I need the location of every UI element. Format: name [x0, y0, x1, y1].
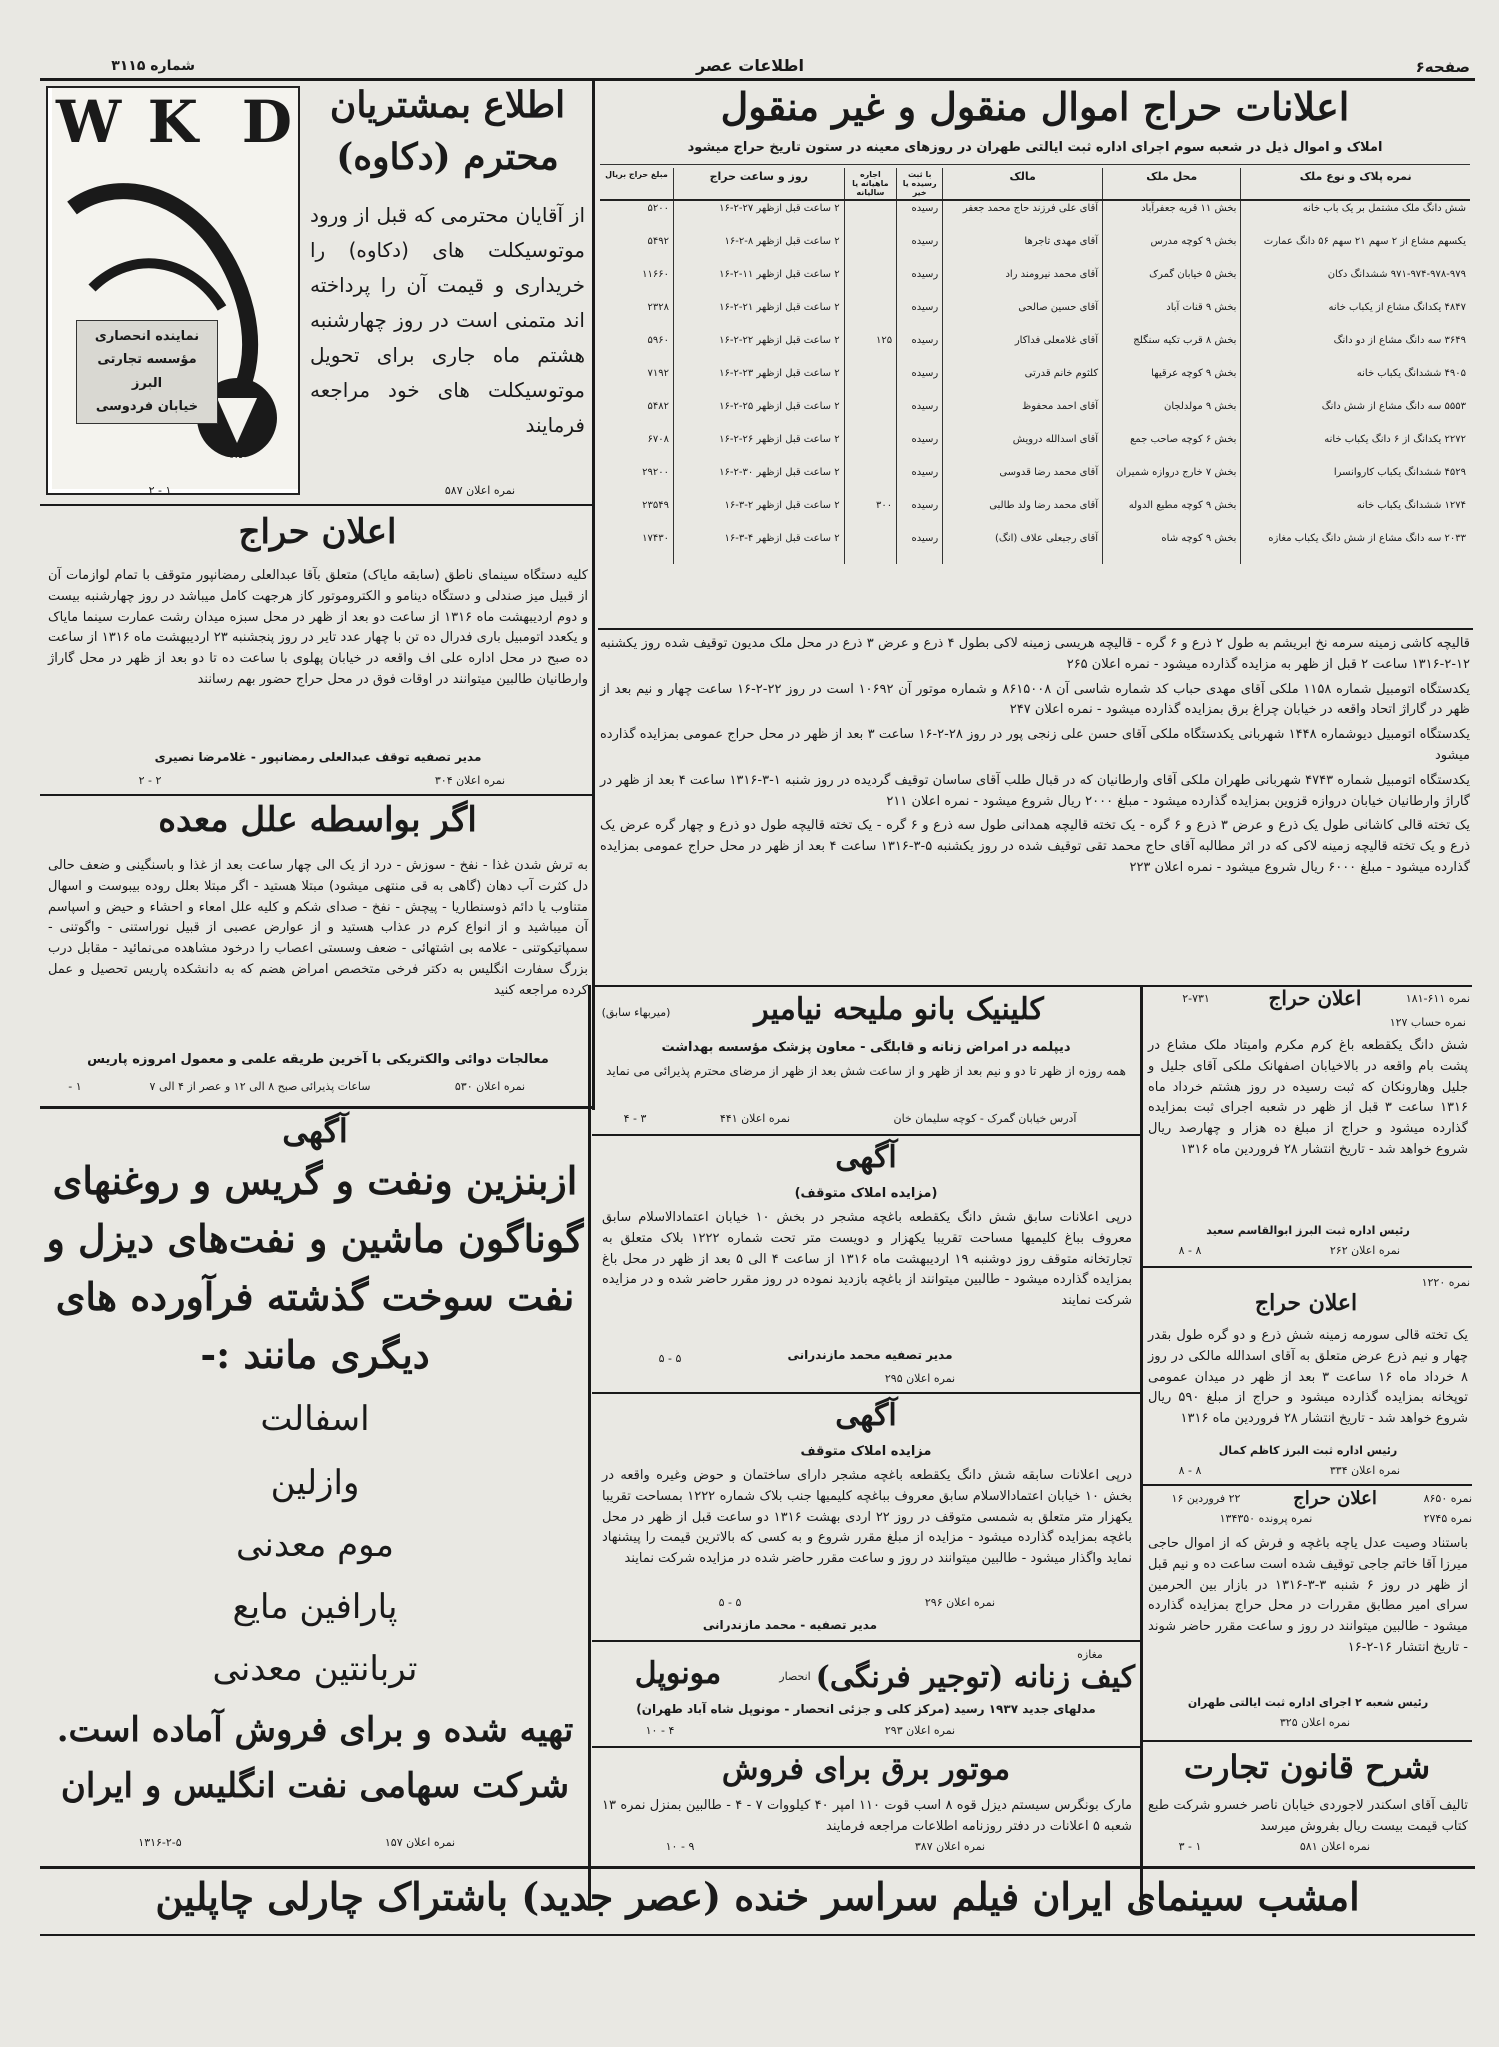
clinic-address: آدرس خیابان گمرک - کوچه سلیمان خان	[893, 1112, 1077, 1125]
auction-note: قالیچه کاشی زمینه سرمه نخ ابریشم به طول ۲ ذرع و ۶ گره - قالیچه هریسی زمینه لاکی بطول ۴ ذرع و عرض ۳ ذرع در محل ملک مدیون توقیف شده روز یکشنبه ۱۲-۲-۱۳۱۶ ساعت ۲ قبل از ظهر به مزایده گذارده میشود - نمره اعلان ۲۶۵	[600, 636, 1470, 672]
cell-owner: آقای محمد رضا قدوسی	[943, 465, 1103, 498]
cell-owner: آقای علی فرزند حاج محمد جعفر	[943, 200, 1103, 234]
cell-price: ۵۲۰۰	[647, 203, 670, 214]
rule-clinic-bottom	[592, 1134, 1140, 1136]
oil-date: ۱۳۱۶-۲-۵	[138, 1836, 182, 1849]
cell-price: ۵۹۶۰	[647, 335, 670, 346]
cell-plate: ۴۵۲۹ ششدانگ یکباب کاروانسرا	[1241, 465, 1470, 498]
cell-registered: رسیده	[897, 333, 943, 366]
auction1-ad-number: نمره اعلان ۲۶۲	[1329, 1244, 1401, 1257]
cell-date: ۲ ساعت قبل ازظهر ۱۱-۲-۱۶	[674, 267, 845, 300]
cell-rent	[844, 465, 897, 498]
cell-date: ۲ ساعت قبل ازظهر ۸-۲-۱۶	[674, 234, 845, 267]
cell-plate: ۲۲۷۲ یکدانگ از ۶ دانگ یکباب خانه	[1241, 432, 1470, 465]
paper-name: اطلاعات عصر	[696, 56, 804, 75]
dealer-line: خیابان فردوسی	[95, 399, 199, 415]
dkw-letter-w: W	[56, 88, 122, 156]
cell-owner: آقای اسدالله درویش	[943, 432, 1103, 465]
cell-plate: یکسهم مشاع از ۲ سهم ۲۱ سهم ۵۶ دانگ عمارت	[1241, 234, 1470, 267]
cinema-auction-signature: مدیر تصفیه توقف عبدالعلی رمضانپور - غلامرضا نصیری	[154, 750, 482, 764]
table-row	[600, 399, 1470, 432]
cinema-auction-serial: ۲ - ۲	[138, 774, 162, 787]
cell-owner: آقای محمد نیرومند راد	[943, 267, 1103, 300]
col-header-registered: با ثبت رسیده یا خیر	[897, 168, 943, 200]
cell-location: بخش ۵ خیابان گمرک	[1103, 267, 1241, 300]
page-number: صفحه۶	[1415, 58, 1470, 76]
notice2-body: درپی اعلانات سابقه شش دانگ یکقطعه باغچه مشجر دارای ساختمان و حوض وغیره واقعه در بخش ۱۰ خیابان اعتمادالاسلام سابق معروف بباغچه کلیمیها جنب بلاک شماره ۱۲۲۲ بمساحت تقریبا یکهزار متر متعلق به شمسی متوقف در روز ۲۲ اردی بهشت ۱۳۱۶ دو ساعت قبل از ظهر در محل باغچه بمزایده گذارده میشود - مزایده از مبلغ مقرر شروع و به کسی که بالاترین قیمت را پیشنهاد نماید واگذار میشود - طالبین میتوانند در روز و ساعت مقرر حاضر شده در مزایده شرکت نمایند	[602, 1468, 1132, 1567]
auction-note: یکدستگاه اتومبیل شماره ۴۷۴۳ شهربانی طهران ملکی آقای وارطانیان که در قبال طلب آقای ساسان توقیف گردیده در روز شنبه ۱-۳-۱۳۱۶ ساعت ۴ بعد از ظهر در گاراژ وارطانیان خیابان دروازه قزوین بمزایده گذارده میشود - مبلغ ۲۰۰۰ ریال شروع میشود - نمره اعلان ۲۱۱	[600, 772, 1471, 809]
cell-location: بخش ۹ کوچه مطیع الدوله	[1103, 498, 1241, 531]
clinic-ad-number: نمره اعلان ۴۴۱	[719, 1112, 791, 1125]
cell-date: ۲ ساعت قبل ازظهر ۲-۳-۱۶	[674, 498, 845, 531]
bottom-banner: امشب سینمای ایران فیلم سراسر خنده (عصر جدید) باشتراک چارلی چاپلین	[155, 1874, 1360, 1919]
cell-location: بخش ۹ کوچه شاه	[1103, 531, 1241, 564]
auction3-ref: نمره ۸۶۵۰	[1423, 1492, 1472, 1505]
auction1-signature: رئیس اداره ثبت البرز ابوالقاسم سعید	[1206, 1224, 1410, 1237]
dkw-ad-number: نمره اعلان ۵۸۷	[444, 484, 516, 497]
auction-table-bottom-rule	[598, 628, 1473, 630]
cell-rent: ۳۰۰	[844, 498, 897, 531]
cell-plate: ۱۲۷۴ ششدانگ یکباب خانه	[1241, 498, 1470, 531]
cell-owner: آقای غلامعلی فداکار	[943, 333, 1103, 366]
cell-rent	[844, 234, 897, 267]
motor-ad-number: نمره اعلان ۳۸۷	[914, 1840, 986, 1853]
cell-location: بخش ۹ کوچه عرقیها	[1103, 366, 1241, 399]
dkw-dealer-box	[76, 320, 218, 424]
kif-shop-label: مغازه	[1077, 1648, 1103, 1661]
auction-rule	[600, 164, 1470, 165]
auction-title: اعلانات حراج اموال منقول و غیر منقول	[720, 84, 1350, 129]
col-header-plate: نمره پلاک و نوع ملک	[1241, 168, 1470, 200]
cell-rent	[844, 399, 897, 432]
commerce-title: شرح قانون تجارت	[1183, 1748, 1431, 1786]
cell-registered: رسیده	[897, 465, 943, 498]
masthead-rule	[40, 78, 1475, 81]
cell-location: بخش ۹ مولدلجان	[1103, 399, 1241, 432]
cell-price: ۲۳۵۴۹	[642, 500, 670, 511]
stomach-ad-number: نمره اعلان ۵۳۰	[454, 1080, 526, 1093]
cell-location: بخش ۱۱ قریه جعفرآباد	[1103, 200, 1241, 234]
cell-rent	[844, 366, 897, 399]
notice2-signature: مدیر تصفیه - محمد مازندرانی	[702, 1618, 878, 1632]
cell-location: بخش ۹ قنات آباد	[1103, 300, 1241, 333]
table-row	[600, 366, 1470, 399]
motor-body: مارک بونگرس سیستم دیزل قوه ۸ اسب قوت ۱۱۰ امپر ۴۰ کیلووات ۷ - ۴ - طالبین بمنزل نمره ۱۳ شعبه ۵ اعلانات در دفتر روزنامه اطلاعات مراجعه فرمایند	[602, 1798, 1132, 1834]
kif-brand: مونوپل	[634, 1656, 722, 1691]
col-header-price: مبلغ حراج بریال	[600, 168, 674, 200]
issue-number: شماره ۳۱۱۵	[111, 58, 195, 74]
rule-auction1-bottom	[1140, 1266, 1472, 1268]
cell-plate: شش دانگ ملک مشتمل بر یک باب خانه	[1241, 200, 1470, 234]
auction3-title: اعلان حراج	[1293, 1488, 1377, 1509]
cell-registered: رسیده	[897, 267, 943, 300]
cell-rent: ۱۲۵	[844, 333, 897, 366]
table-row	[600, 267, 1470, 300]
auction3-ad-number: نمره اعلان ۳۲۵	[1279, 1716, 1351, 1729]
notice1-body: درپی اعلانات سابق شش دانگ یکقطعه باغچه مشجر در بخش ۱۰ خیابان اعتمادالاسلام سابق معروف بباغ کلیمیها مساحت تقریبا یکهزار و دویست متر تحت شماره ۱۲۲۲ بلاک متعلق به تجارتخانه متوقف روز دوشنبه ۱۹ اردیبهشت ماه ۱۳۱۶ از ساعت ۴ الی ۵ بعد از ظهر در محل باغ بمزایده گذارده میشود - طالبین میتوانند از باغچه بازدید نموده در روز مقرر حاضر شده و در مزایده شرکت نمایند	[602, 1210, 1132, 1309]
table-row	[600, 465, 1470, 498]
oil-line: نفت سوخت گذشته فرآورده های	[55, 1274, 575, 1319]
auction1-ref: نمره ۶۱۱-۱۸۱	[1405, 992, 1470, 1005]
auction2-title: اعلان حراج	[1254, 1290, 1358, 1316]
stomach-hours: ساعات پذیرائی صبح ۸ الی ۱۲ و عصر از ۴ الی ۷	[149, 1080, 371, 1093]
kif-title: کیف زنانه (توجیر فرنگی)	[815, 1660, 1135, 1695]
table-row	[600, 498, 1470, 531]
auction2-body: یک تخته قالی سورمه زمینه شش ذرع و دو گره طول بقدر چهار و نیم ذرع عرض متعلق به آقای اسدالله مالکی در روز ۸ خرداد ماه ۱۶ ساعت ۳ بعد از ظهر در میدان عمومی توپخانه بمزایده گذارده میشود و حراج از مبلغ ۵۹۰ ریال شروع خواهد شد - تاریخ انتشار ۲۸ فروردین ماه ۱۳۱۶	[1148, 1328, 1469, 1427]
notice1-signature: مدیر تصفیه محمد مازندرانی	[787, 1348, 953, 1362]
oil-ad-number: نمره اعلان ۱۵۷	[384, 1836, 456, 1849]
rule-auction3-bottom	[1140, 1740, 1472, 1742]
cell-date: ۲ ساعت قبل ازظهر ۲۳-۲-۱۶	[674, 366, 845, 399]
col-divider-upper	[592, 80, 595, 1110]
cell-location: بخش ۷ خارج دروازه شمیران	[1103, 465, 1241, 498]
cell-location: بخش ۹ کوچه مدرس	[1103, 234, 1241, 267]
cell-plate: ۴۸۴۷ یکدانگ مشاع از یکباب خانه	[1241, 300, 1470, 333]
notice1-ad-number: نمره اعلان ۲۹۵	[884, 1372, 956, 1385]
cell-price: ۷۱۹۲	[647, 368, 670, 379]
rule-notice1-bottom	[592, 1392, 1140, 1394]
rule-auction2-bottom	[1140, 1484, 1472, 1486]
oil-product: وازلین	[270, 1463, 360, 1503]
cell-plate: ۴۹۰۵ ششدانگ یکباب خانه	[1241, 366, 1470, 399]
auction3-ref3: نمره پرونده ۱۳۴۳۵۰	[1219, 1512, 1313, 1525]
notice1-serial: ۵ - ۵	[658, 1352, 682, 1365]
cell-registered: رسیده	[897, 498, 943, 531]
cell-registered: رسیده	[897, 399, 943, 432]
rule-cinema-bottom	[40, 794, 593, 796]
dealer-line: نماینده انحصاری	[94, 329, 200, 344]
auction-subtitle: املاک و اموال ذیل در شعبه سوم اجرای اداره ثبت ایالتی طهران در روزهای معینه در ستون تاریخ حراج میشود	[687, 140, 1383, 155]
auction1-title: اعلان حراج	[1268, 986, 1362, 1010]
auction1-sub: نمره حساب ۱۲۷	[1389, 1016, 1466, 1029]
col-divider-right	[1140, 985, 1143, 1910]
auction3-signature: رئیس شعبه ۲ اجرای اداره ثبت ایالتی طهران	[1187, 1696, 1429, 1709]
cell-price: ۱۱۶۶۰	[642, 269, 670, 280]
rule-dkw-bottom	[40, 504, 593, 506]
cell-price: ۲۹۲۰۰	[642, 467, 670, 478]
cinema-auction-title: اعلان حراج	[238, 512, 397, 552]
notice2-ad-number: نمره اعلان ۲۹۶	[924, 1596, 996, 1609]
notice1-title: آگهی	[835, 1140, 897, 1175]
oil-line: دیگری مانند :-	[200, 1332, 430, 1377]
oil-product: موم معدنی	[236, 1525, 394, 1565]
auction3-date: ۲۲ فروردین ۱۶	[1171, 1492, 1241, 1505]
cell-owner: آقای محمد رضا ولد طالبی	[943, 498, 1103, 531]
table-row	[600, 333, 1470, 366]
auction1-serial: ۸ - ۸	[1178, 1244, 1202, 1257]
commerce-ad-number: نمره اعلان ۵۸۱	[1299, 1840, 1371, 1853]
rule-banner-top	[40, 1866, 1475, 1869]
rule-stomach-bottom	[40, 1106, 593, 1109]
cell-price: ۱۷۴۳۰	[642, 533, 670, 544]
cell-price: ۲۳۲۸	[647, 302, 670, 313]
cell-date: ۲ ساعت قبل ازظهر ۳۰-۲-۱۶	[674, 465, 845, 498]
dealer-line: مؤسسه تجارتی	[97, 352, 197, 368]
oil-product: پارافین مایع	[232, 1587, 398, 1627]
auction-notes	[600, 634, 1470, 879]
cell-registered: رسیده	[897, 531, 943, 564]
col-header-location: محل ملک	[1103, 168, 1241, 200]
notice1-subtitle: (مزایده املاک متوقف)	[794, 1186, 938, 1201]
table-row	[600, 432, 1470, 465]
cell-rent	[844, 432, 897, 465]
oil-product: اسفالت	[260, 1399, 370, 1439]
notice2-serial: ۵ - ۵	[718, 1596, 742, 1609]
cell-date: ۲ ساعت قبل ازظهر ۲۷-۲-۱۶	[674, 200, 845, 234]
cell-rent	[844, 300, 897, 333]
auction3-ref2: نمره ۲۷۴۵	[1423, 1512, 1472, 1525]
dkw-letter-d: D	[241, 88, 292, 156]
motor-serial: ۹ - ۱۰	[665, 1840, 695, 1853]
stomach-serial: ۱ -	[68, 1080, 82, 1093]
cell-date: ۲ ساعت قبل ازظهر ۲۶-۲-۱۶	[674, 432, 845, 465]
clinic-subtitle: دیپلمه در امراض زنانه و قابلگی - معاون پزشک مؤسسه بهداشت	[661, 1040, 1071, 1055]
stomach-body: به ترش شدن غذا - نفخ - سوزش - درد از یک الی چهار ساعت بعد از غذا و باسنگینی و ضعف حالی دل کثرت آب دهان (گاهی به قی منتهی میشود) مبتلا هستید - اگر مبتلا بعلل روده بیبوست و اسهال متناوب یا دائم ذوسنطاریا - پیچش - نفخ - صدای شکم و کلیه علل امعاء و احشاء و حیض و اسپاسم آن میباشید و از انواع کرم در عذاب هستید و از عوارض عصبی از قبیل نوراستنی - واگوتنی - سمپاتیکوتنی - علامه بی اشتهائی - ضعف وسستی اعصاب را درخود مشاهده می‌نمائید - مقابل درب بزرگ سفارت انگلیس به دکتر فرخی متخصص امراض هضم که به دانشکده پاریس تحصیل و عمل کرده مراجعه کنید	[48, 858, 588, 998]
auction-header-row	[600, 168, 1470, 200]
stomach-title: اگر بواسطه علل معده	[158, 800, 477, 840]
cell-location: بخش ۶ کوچه صاحب جمع	[1103, 432, 1241, 465]
cell-plate: ۲۰۳۳ سه دانگ مشاع از شش دانگ یکباب مغازه	[1241, 531, 1470, 564]
cell-price: ۵۴۸۲	[647, 401, 670, 412]
table-row	[600, 531, 1470, 564]
cell-rent	[844, 267, 897, 300]
cell-location: بخش ۸ قرب تکیه سنگلج	[1103, 333, 1241, 366]
cell-date: ۲ ساعت قبل ازظهر ۲۵-۲-۱۶	[674, 399, 845, 432]
oil-closing-1: تهیه شده و برای فروش آماده است.	[56, 1710, 574, 1750]
auction-note: یکدستگاه اتومبیل شماره ۱۱۵۸ ملکی آقای مهدی حباب کد شماره شاسی آن ۸۶۱۵۰۰۸ و شماره موتور آن ۱۰۶۹۲ است در روز ۲۲-۲-۱۶ ساعت چهار و نیم بعد از ظهر در گاراژ اتحاد واقعه در خیابان چراغ برق بمزایده گذارده میشود - نمره اعلان ۲۴۷	[600, 681, 1470, 718]
auction-note: یکدستگاه اتومبیل دیوشماره ۱۴۴۸ شهربانی یکدستگاه ملکی آقای حسن علی زنجی پور در روز ۲۸-۲-۱۶ ساعت ۳ بعد از ظهر در محل حراج عمومی بمزایده گذارده میشود	[600, 727, 1470, 763]
motor-title: موتور برق برای فروش	[721, 1752, 1011, 1787]
cell-owner: آقای مهدی تاجرها	[943, 234, 1103, 267]
oil-product: تربانتین معدنی	[212, 1649, 418, 1689]
cell-date: ۲ ساعت قبل ازظهر ۲۲-۲-۱۶	[674, 333, 845, 366]
cell-rent	[844, 531, 897, 564]
cinema-auction-body: کلیه دستگاه سینمای ناطق (سابقه مایاک) متعلق بآقا عبدالعلی رمضانپور متوقف با تمام لوازمات آن از قبیل میز صندلی و دستگاه دینامو و الکتروموتور کاز هرجهت کامل میباشد در روز چهارشنبه بیست و دوم اردیبهشت ماه ۱۳۱۶ از ساعت دو بعد از ظهر در محل سبزه میدان رشت عمارت سینما مایاک و یکعدد اتومبیل باری فدرال ده تن با چهار عدد تایر در روز پنجشنبه ۲۳ اردیبهشت ماه ۱۳۱۶ از ساعت ده صبح در محل اداره علی اف واقعه در خیابان پهلوی با ساعت ده تا دو بعد از ظهر در محل گاراژ وارطانیان طالبین میتوانند در اوقات فوق در محل حراج حضور بهم رسانند	[48, 568, 589, 687]
dkw-serial: ۱ - ۲	[148, 484, 172, 497]
table-row	[600, 300, 1470, 333]
dkw-title-line1: اطلاع بمشتریان	[329, 84, 566, 126]
oil-closing-2: شرکت سهامی نفت انگلیس و ایران	[60, 1766, 570, 1806]
cell-date: ۲ ساعت قبل ازظهر ۴-۳-۱۶	[674, 531, 845, 564]
clinic-serial: ۳ - ۴	[623, 1112, 647, 1125]
cell-registered: رسیده	[897, 234, 943, 267]
kif-exclusive: انحصار	[779, 1670, 811, 1683]
col-header-rent: اجاره ماهیانه یا سالیانه	[844, 168, 897, 200]
auction2-signature: رئیس اداره ثبت البرز کاظم کمال	[1218, 1444, 1398, 1457]
auction-note: یک تخته قالی کاشانی طول یک ذرع و عرض ۳ ذرع و ۶ گره - یک تخته قالیچه همدانی طول سه ذرع و ۶ گره - یک تخته قالیچه طول دو ذرع و چهار گره عرض یک ذرع و یک تخته قالیچه زمینه لاکی که در اثر مطالبه آقای حاج محمد تقی توقیف شده در روز یکشنبه ۵-۳-۱۳۱۶ ساعت ۴ بعد از ظهر در محل حراج عمومی بمزایده گذارده میشود - مبلغ ۶۰۰۰ ریال شروع میشود - نمره اعلان ۲۲۳	[600, 818, 1471, 875]
table-row	[600, 234, 1470, 267]
dealer-line: البرز	[131, 375, 163, 391]
cell-registered: رسیده	[897, 300, 943, 333]
cell-owner: آقای رجبعلی علاف (انگ)	[943, 531, 1103, 564]
cinema-auction-ad-number: نمره اعلان ۳۰۴	[434, 774, 506, 787]
oil-header: آگهی	[282, 1112, 348, 1150]
oil-line: ازبنزین ونفت و گریس و روغنهای	[52, 1158, 578, 1203]
cell-owner: آقای احمد محفوظ	[943, 399, 1103, 432]
clinic-title: کلینیک بانو ملیحه نیامیر	[754, 992, 1044, 1027]
auction-table	[600, 168, 1470, 564]
cell-owner: آقای حسین صالحی	[943, 300, 1103, 333]
cell-plate: ۵۵۵۳ سه دانگ مشاع از شش دانگ	[1241, 399, 1470, 432]
dkw-title-line2: محترم (دکاوه)	[336, 136, 559, 178]
col-header-owner: مالک	[943, 168, 1103, 200]
rule-kif-bottom	[592, 1746, 1140, 1748]
auction1-date: ۲-۷۳۱	[1182, 992, 1210, 1005]
notice2-title: آگهی	[835, 1398, 897, 1433]
auction2-ad-number: نمره اعلان ۳۳۴	[1329, 1464, 1401, 1477]
auction2-serial: ۸ - ۸	[1178, 1464, 1202, 1477]
kif-sub: مدلهای جدید ۱۹۳۷ رسید (مرکز کلی و جزئی انحصار - مونوپل شاه آباد طهران)	[636, 1702, 1096, 1716]
cell-plate: ۹۷۱-۹۷۴-۹۷۸-۹۷۹ ششدانگ دکان	[1241, 267, 1470, 300]
kif-serial: ۴ - ۱۰	[645, 1724, 675, 1737]
dkw-body: از آقایان محترمی که قبل از ورود موتوسیکلت های (دکاوه) را خریداری و قیمت آن را پرداخته اند متمنی است در روز چهارشنبه هشتم ماه جاری برای تحویل موتوسیکلت های خود مراجعه فرمایند	[310, 203, 585, 437]
rule-notice2-bottom	[592, 1640, 1140, 1642]
cell-date: ۲ ساعت قبل ازظهر ۲۱-۲-۱۶	[674, 300, 845, 333]
cell-owner: کلثوم خانم قدرتی	[943, 366, 1103, 399]
cell-price: ۶۷۰۸	[647, 434, 670, 445]
auction2-ref: نمره ۱۲۲۰	[1421, 1276, 1470, 1289]
rule-banner-bottom	[40, 1934, 1475, 1936]
cell-plate: ۳۶۴۹ سه دانگ مشاع از دو دانگ	[1241, 333, 1470, 366]
cell-registered: رسیده	[897, 200, 943, 234]
table-row	[600, 200, 1470, 234]
col-divider-left	[588, 985, 591, 1910]
dkw-badge-caption: DKW	[215, 456, 251, 471]
stomach-footer: معالجات دوائی والکتریکی با آخرین طریقه علمی و معمول امروزه پاریس	[87, 1052, 549, 1067]
cell-registered: رسیده	[897, 366, 943, 399]
kif-ad-number: نمره اعلان ۲۹۳	[884, 1724, 956, 1737]
oil-line: گوناگون ماشین و نفت‌های دیزل و	[46, 1216, 584, 1261]
commerce-serial: ۱ - ۳	[1178, 1840, 1202, 1853]
cell-rent	[844, 200, 897, 234]
dkw-logo-panel	[46, 86, 300, 495]
clinic-hours: همه روزه از ظهر تا دو و نیم بعد از ظهر و از ساعت شش بعد از ظهر از مرضای محترم پذیرائی می نماید	[606, 1064, 1126, 1078]
auction1-body: شش دانگ یکقطعه باغ کرم مکرم وامیتاد ملک مشاع در پشت بام واقعه در بالاخیابان اصفهانک ملکی آقای جلیل و جلیل وهارونکان که ثبت رسیده در روز هشتم خرداد ماه ۱۳۱۶ ساعت ۳ قبل از ظهر در شعبه اجرای ثبت بمزایده گذارده میشود و حراج از مبلغ ده هزار و چهارصد ریال شروع خواهد شد - تاریخ انتشار ۲۸ فروردین ماه ۱۳۱۶	[1148, 1038, 1469, 1157]
clinic-aside: (میربهاء سابق)	[601, 1006, 671, 1019]
cell-price: ۵۴۹۲	[647, 236, 670, 247]
dkw-letter-k: K	[147, 88, 198, 156]
commerce-body: تالیف آقای اسکندر لاجوردی خیابان ناصر خسرو شرکت طبع کتاب قیمت بیست ریال بفروش میرسد	[1148, 1798, 1468, 1834]
cell-registered: رسیده	[897, 432, 943, 465]
auction3-body: باستناد وصیت عدل یاچه باغچه و فرش که از اموال حاجی میرزا آقا خاتم جاجی توقیف شده است ساعت ده و نیم قبل از ظهر در روز ۶ شنبه ۳-۳-۱۳۱۶ در بازار بین الحرمین سرای امیر مطابق مقررات در محل حراج بمزایده گذارده میشود - طالبین میتوانند در روز و ساعت مقرر حاضر شوند - تاریخ انتشار ۱۶-۲-۱۶	[1148, 1536, 1468, 1655]
notice2-subtitle: مزایده املاک متوقف	[800, 1444, 932, 1459]
col-header-date: روز و ساعت حراج	[674, 168, 845, 200]
